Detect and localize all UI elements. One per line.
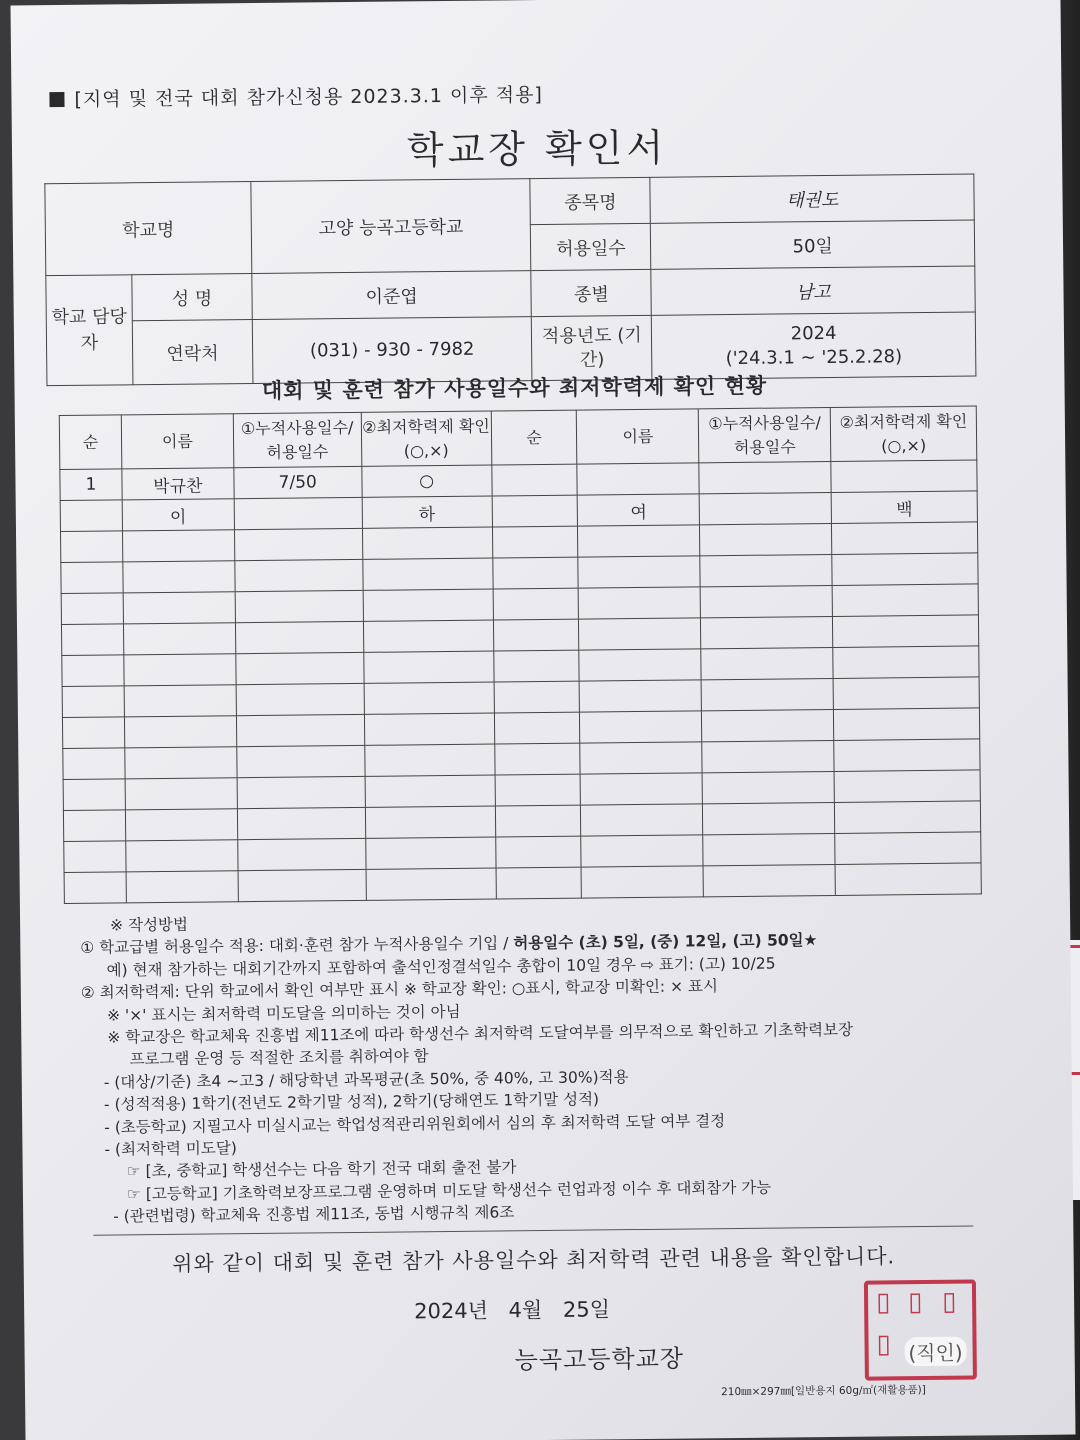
note-line: ① 학교급별 허용일수 적용: 대회·훈련 참가 누적사용일수 기입 / 허용일수 (초) 5일, (중) 12일, (고) 50일★ <box>80 931 818 958</box>
table-cell <box>494 712 580 744</box>
table-cell <box>237 776 365 808</box>
table-cell <box>363 651 493 683</box>
table-cell <box>363 620 493 652</box>
table-cell <box>700 554 832 586</box>
table-cell <box>125 778 237 810</box>
table-cell <box>580 680 702 712</box>
note-line: - (성적적용) 1학기(전년도 2학기말 성적), 2학기(당해연도 1학기말 성적) <box>103 1090 600 1114</box>
table-cell <box>577 463 699 495</box>
manager-label: 학교 담당자 <box>46 275 133 386</box>
table-cell <box>702 709 834 741</box>
principal-signature-line: 능곡고등학교장 <box>514 1344 685 1375</box>
note-line: ☞ [고등학교] 기초학력보장프로그램 운영하며 미도달 학생선수 런업과정 이수 후 대회참가 가능 <box>126 1178 772 1204</box>
column-header: ①누적사용일수/ 허용일수 <box>233 412 361 467</box>
table-cell <box>493 619 579 651</box>
table-cell <box>703 802 835 834</box>
table-cell <box>63 779 125 811</box>
table-cell <box>64 841 126 873</box>
table-cell: 백 <box>831 491 977 524</box>
table-cell <box>365 837 495 869</box>
table-cell <box>700 523 832 555</box>
table-cell <box>578 525 700 557</box>
table-cell <box>365 775 495 807</box>
table-cell <box>126 871 238 903</box>
table-header-row <box>59 406 977 470</box>
section-title: 대회 및 훈련 참가 사용일수와 최저학력제 확인 현황 <box>261 373 768 403</box>
square-bullet-icon <box>49 92 64 107</box>
confirmation-date: 2024년 4월 25일 <box>414 1297 611 1324</box>
note-line: - (관련법령) 학교체육 진흥법 제11조, 동법 시행규칙 제6조 <box>113 1203 515 1226</box>
table-cell <box>494 681 580 713</box>
table-cell <box>236 683 364 715</box>
table-cell <box>834 770 980 803</box>
column-header: 순 <box>59 415 121 470</box>
table-cell <box>580 711 702 743</box>
column-header: 이름 <box>121 414 233 469</box>
school-info-table <box>44 173 976 386</box>
table-cell <box>366 868 496 900</box>
table-cell <box>492 526 578 558</box>
official-seal <box>864 1279 977 1380</box>
note-line: - (최저학력 미도달) <box>104 1139 237 1159</box>
table-cell <box>235 590 363 622</box>
document-title: 학교장 확인서 <box>406 125 668 173</box>
note-line: - (대상/기준) 초4 ~고3 / 해당학년 과목평균(초 50%, 중 40%, 고 30%)적용 <box>103 1067 629 1092</box>
seal-mark: ▯ <box>941 1286 957 1317</box>
gender-value: 남고 <box>651 266 975 315</box>
notes-heading: ※ 작성방법 <box>110 915 189 935</box>
table-cell <box>496 867 582 899</box>
table-cell <box>581 804 703 836</box>
table-cell <box>62 717 124 749</box>
table-cell <box>63 810 125 842</box>
table-cell <box>699 461 831 493</box>
year-value: 2024 <box>790 322 837 344</box>
table-cell <box>364 744 494 776</box>
table-cell: 여 <box>578 494 700 526</box>
table-cell <box>64 872 126 904</box>
table-cell <box>362 558 492 590</box>
column-header: 순 <box>491 410 577 465</box>
table-cell <box>238 869 366 901</box>
table-cell <box>701 678 833 710</box>
school-label: 학교명 <box>45 182 252 276</box>
table-cell <box>61 562 123 594</box>
table-cell <box>124 685 236 717</box>
table-cell <box>495 836 581 868</box>
table-cell <box>62 686 124 718</box>
table-cell <box>62 655 124 687</box>
gender-label: 종별 <box>531 269 651 316</box>
table-cell <box>494 743 580 775</box>
table-cell <box>365 806 495 838</box>
table-cell <box>61 531 123 563</box>
table-cell <box>235 621 363 653</box>
note-line: ② 최저학력제: 단위 학교에서 확인 여부만 표시 ※ 학교장 확인: ○표시, 학교장 미확인: × 표시 <box>80 977 718 1003</box>
table-cell <box>123 623 235 655</box>
note-line: 프로그램 운영 등 적절한 조치를 취하여야 함 <box>129 1047 429 1069</box>
table-cell <box>125 747 237 779</box>
table-cell <box>491 464 577 496</box>
table-cell <box>237 745 365 777</box>
table-cell <box>834 739 980 772</box>
table-cell <box>234 497 362 529</box>
table-cell <box>580 742 702 774</box>
table-cell <box>833 646 979 679</box>
table-cell <box>701 647 833 679</box>
table-cell <box>831 460 977 493</box>
table-cell: ○ <box>361 465 491 497</box>
table-cell <box>832 584 978 617</box>
table-cell <box>493 588 579 620</box>
name-label: 성 명 <box>132 274 252 321</box>
table-cell <box>702 771 834 803</box>
allowed-days-emphasis: 허용일수 (초) 5일, (중) 12일, (고) 50일★ <box>513 931 818 953</box>
event-label: 종목명 <box>530 177 650 224</box>
table-cell <box>581 866 703 898</box>
seal-mark: ▯ <box>907 1287 923 1318</box>
table-cell <box>495 805 581 837</box>
table-cell <box>234 528 362 560</box>
year-label: 적용년도 (기간) <box>532 315 653 380</box>
table-cell <box>492 557 578 589</box>
seal-mark: ▯ <box>875 1287 891 1318</box>
table-cell <box>238 838 366 870</box>
table-cell <box>580 773 702 805</box>
form-version-note: [지역 및 전국 대회 참가신청용 2023.3.1 이후 적용] <box>49 80 543 112</box>
note-line: ☞ [초, 중학교] 학생선수는 다음 학기 전국 대회 출전 불가 <box>126 1158 517 1181</box>
table-cell: 1 <box>60 469 122 501</box>
table-cell <box>495 774 581 806</box>
table-cell <box>833 677 979 710</box>
school-value: 고양 능곡고등학교 <box>251 179 532 274</box>
table-cell <box>579 618 701 650</box>
table-cell <box>701 616 833 648</box>
table-cell <box>702 740 834 772</box>
note-line: 예) 현재 참가하는 대회기간까지 포함하여 출석인정결석일수 총합이 10일 경우 ⇨ 표기: (고) 10/25 <box>106 954 776 980</box>
table-cell: 7/50 <box>234 466 362 498</box>
table-cell <box>122 530 234 562</box>
table-cell <box>126 840 238 872</box>
table-cell <box>124 716 236 748</box>
note-line: ※ 학교장은 학교체육 진흥법 제11조에 따라 학생선수 최저학력 도달여부를 의무적으로 확인하고 기초학력보장 <box>107 1020 854 1047</box>
table-cell <box>703 833 835 865</box>
column-header: 이름 <box>577 409 699 464</box>
table-cell <box>362 527 492 559</box>
table-cell <box>832 522 978 555</box>
table-cell <box>492 495 578 527</box>
table-cell <box>237 807 365 839</box>
name-value: 이준엽 <box>252 271 532 320</box>
table-cell <box>834 801 980 834</box>
participation-table <box>59 405 982 904</box>
contact-value: (031) - 930 - 7982 <box>252 317 532 384</box>
table-cell <box>364 713 494 745</box>
seal-label: (직인) <box>904 1337 967 1367</box>
table-cell <box>700 585 832 617</box>
table-cell <box>123 561 235 593</box>
allowed-days-label: 허용일수 <box>531 223 651 270</box>
table-cell <box>236 652 364 684</box>
table-cell <box>833 615 979 648</box>
table-cell <box>60 500 122 532</box>
table-cell <box>363 589 493 621</box>
table-cell: 하 <box>362 496 492 528</box>
document-page <box>10 0 1075 1440</box>
table-cell <box>125 809 237 841</box>
table-cell <box>63 748 125 780</box>
table-cell <box>699 492 831 524</box>
table-cell: 박규찬 <box>122 468 234 500</box>
table-cell <box>579 649 701 681</box>
column-header: ②최저학력제 확인(○,×) <box>361 411 491 466</box>
table-cell <box>493 650 579 682</box>
table-cell <box>124 654 236 686</box>
table-cell <box>579 587 701 619</box>
table-cell: 이 <box>122 499 234 531</box>
table-cell <box>235 559 363 591</box>
seal-mark: ▯ <box>876 1329 892 1360</box>
table-cell <box>703 864 835 896</box>
table-cell <box>835 832 981 865</box>
contact-label: 연락처 <box>132 320 253 385</box>
table-cell <box>578 556 700 588</box>
table-cell <box>61 624 123 656</box>
note-line: ※ '×' 표시는 최저학력 미도달을 의미하는 것이 아님 <box>106 1002 461 1025</box>
period-value: ('24.3.1 ~ '25.2.28) <box>725 345 903 369</box>
table-cell <box>835 863 981 896</box>
table-cell <box>832 553 978 586</box>
column-header: ②최저학력제 확인(○,×) <box>830 406 976 462</box>
table-cell <box>61 593 123 625</box>
confirmation-statement: 위와 같이 대회 및 훈련 참가 사용일수와 최저학력 관련 내용을 확인합니다. <box>172 1244 896 1276</box>
column-header: ①누적사용일수/ 허용일수 <box>699 407 831 462</box>
table-cell <box>123 592 235 624</box>
table-cell <box>364 682 494 714</box>
note-line: - (초등학교) 지필고사 미실시교는 학업성적관리위원회에서 심의 후 최저학력 도달 여부 결정 <box>104 1111 726 1137</box>
table-cell <box>236 714 364 746</box>
allowed-days-value: 50일 <box>651 220 975 269</box>
paper-spec-footer: 210㎜×297㎜[일반용지 60g/㎡(재활용품)] <box>720 1384 926 1399</box>
table-cell <box>833 708 979 741</box>
instructions <box>80 905 983 1228</box>
table-cell <box>581 835 703 867</box>
event-value: 태권도 <box>650 174 974 223</box>
divider <box>93 1226 973 1236</box>
